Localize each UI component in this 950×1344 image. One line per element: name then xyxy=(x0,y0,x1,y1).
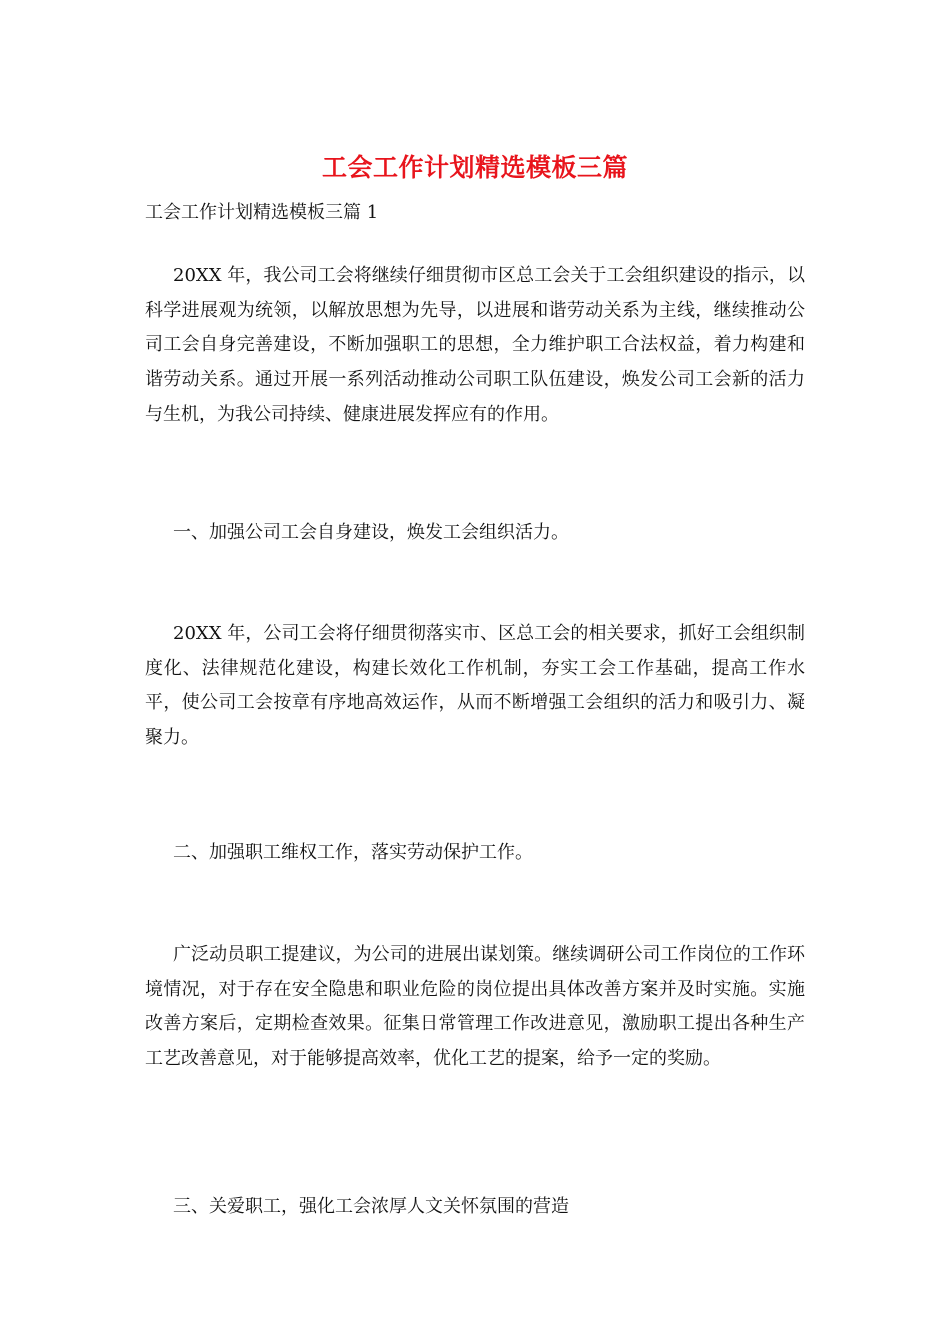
section-heading-3: 三、关爱职工，强化工会浓厚人文关怀氛围的营造 xyxy=(173,1196,569,1217)
section-heading-1: 一、加强公司工会自身建设，焕发工会组织活力。 xyxy=(173,522,569,543)
section-2-paragraph: 广泛动员职工提建议，为公司的进展出谋划策。继续调研公司工作岗位的工作环境情况，对于存在安全隐患和职业危险的岗位提出具体改善方案并及时实施。实施改善方案后，定期检查效果。征集日常管理工作改进意见，激励职工提出各种生产工艺改善意见，对于能够提高效率，优化工艺的提案，给予一定的奖励。 xyxy=(145,944,805,1070)
section-1-paragraph: 20XX 年，公司工会将仔细贯彻落实市、区总工会的相关要求，抓好工会组织制度化、法律规范化建设，构建长效化工作机制，夯实工会工作基础，提高工作水平，使公司工会按章有序地高效运作，从而不断增强工会组织的活力和吸引力、凝聚力。 xyxy=(145,623,805,749)
document-subtitle: 工会工作计划精选模板三篇 1 xyxy=(145,202,379,223)
document-title: 工会工作计划精选模板三篇 xyxy=(321,153,628,182)
section-heading-2: 二、加强职工维权工作，落实劳动保护工作。 xyxy=(173,842,533,863)
intro-paragraph: 20XX 年，我公司工会将继续仔细贯彻市区总工会关于工会组织建设的指示，以科学进展观为统领，以解放思想为先导，以进展和谐劳动关系为主线，继续推动公司工会自身完善建设，不断加强职工的思想，全力维护职工合法权益，着力构建和谐劳动关系。通过开展一系列活动推动公司职工队伍建设，焕发公司工会新的活力与生机，为我公司持续、健康进展发挥应有的作用。 xyxy=(145,265,805,425)
